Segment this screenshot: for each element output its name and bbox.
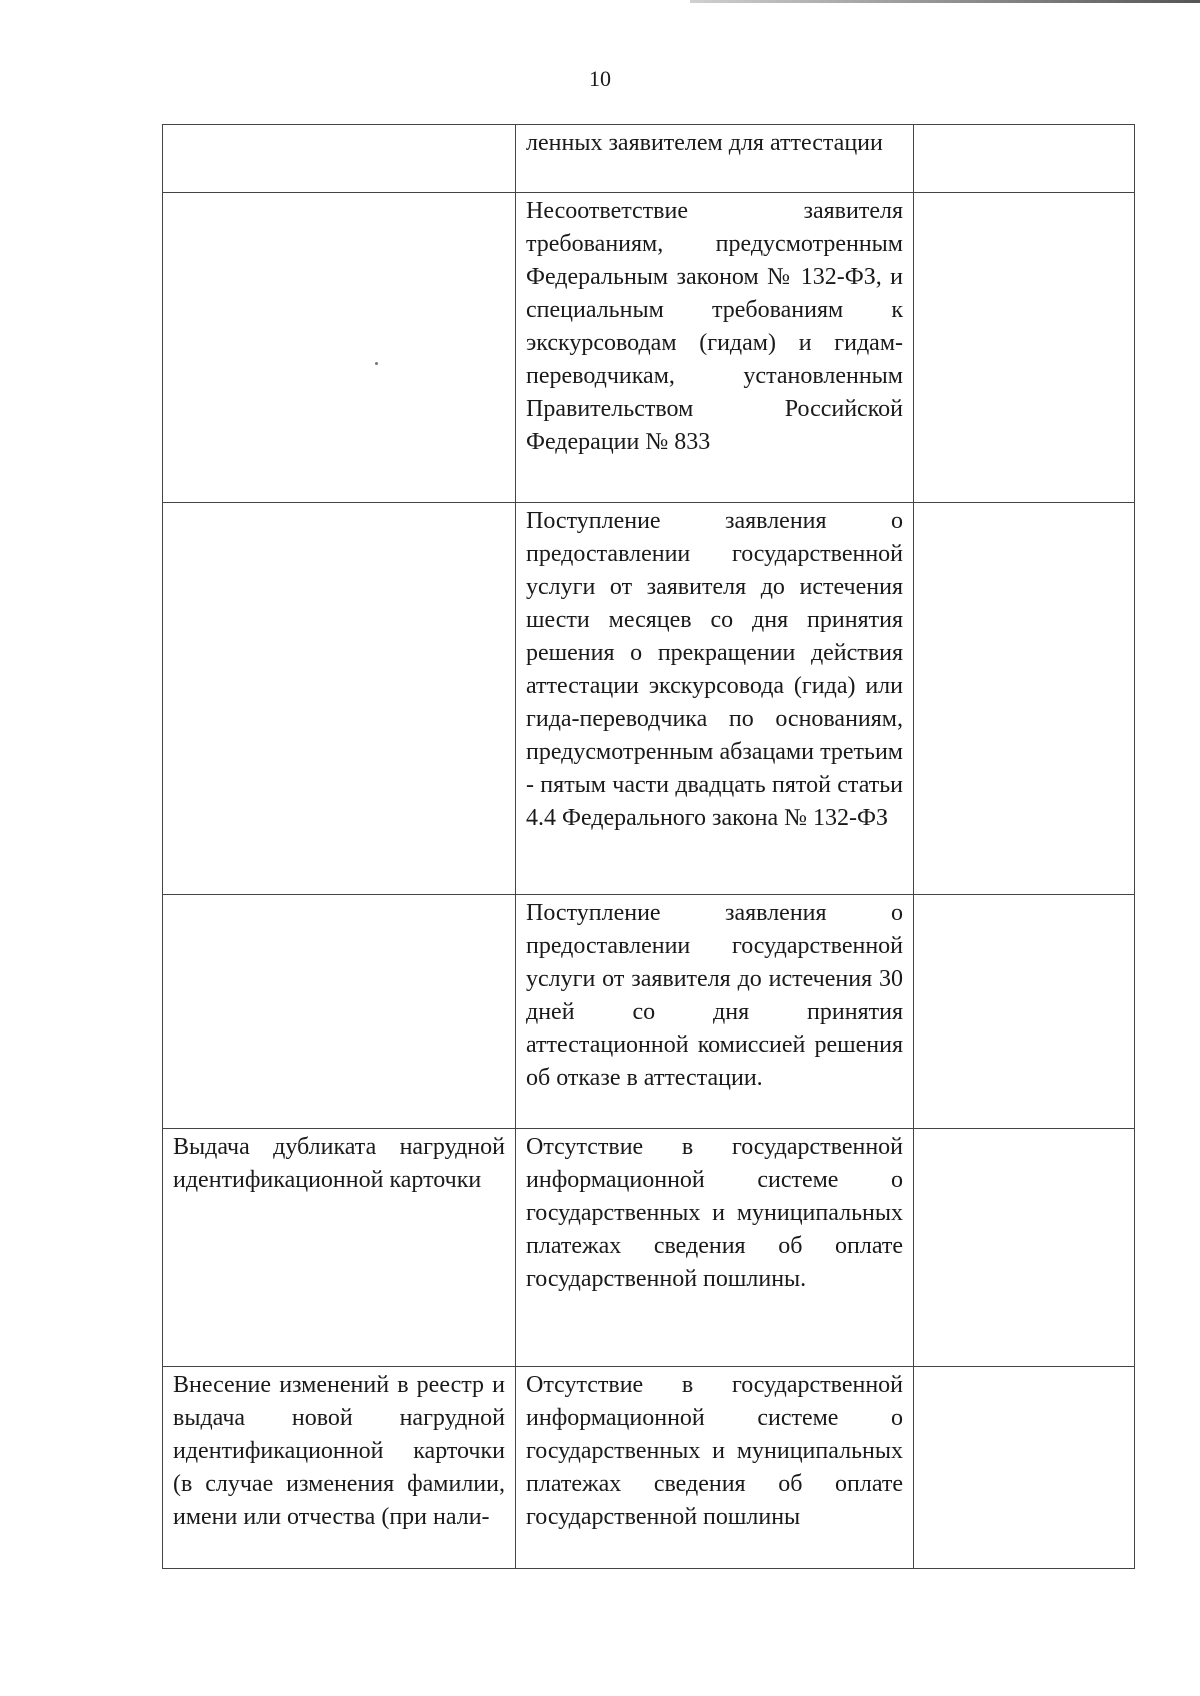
ground-cell: Несоответствие заявителя требованиям, предусмотренным Федеральным законом № 132-ФЗ, и специальным требованиям к экскурсоводам (гидам) и гидам-переводчикам, установленным Правительством Российской Федерации № 833 xyxy=(516,193,914,503)
note-cell xyxy=(914,1129,1135,1367)
table-row xyxy=(163,503,1135,895)
note-cell xyxy=(914,193,1135,503)
note-cell xyxy=(914,1367,1135,1569)
service-cell xyxy=(163,503,516,895)
ground-cell: Отсутствие в государственной информационной системе о государственных и муниципальных платежах сведения об оплате государственной пошлины. xyxy=(516,1129,914,1367)
table-row xyxy=(163,193,1135,503)
page-number: 10 xyxy=(589,66,611,91)
note-cell xyxy=(914,125,1135,193)
ground-cell: Поступление заявления о предоставлении государственной услуги от заявителя до истечения шести месяцев со дня принятия решения о прекращении действия аттестации экскурсовода (гида) или гида-переводчика по основаниям, предусмотренным абзацами третьим - пятым части двадцать пятой статьи 4.4 Федерального закона № 132-ФЗ xyxy=(516,503,914,895)
ground-cell: Отсутствие в государственной информационной системе о государственных и муниципальных платежах сведения об оплате государственной пошлины xyxy=(516,1367,914,1569)
ground-cell: ленных заявителем для аттестации xyxy=(516,125,914,193)
service-cell: Выдача дубликата нагрудной идентификационной карточки xyxy=(163,1129,516,1367)
service-cell: Внесение изменений в реестр и выдача новой нагрудной идентификационной карточки (в случае изменения фамилии, имени или отчества (при нали- xyxy=(163,1367,516,1569)
grounds-table xyxy=(162,124,1135,1569)
ground-cell: Поступление заявления о предоставлении государственной услуги от заявителя до истечения 30 дней со дня принятия аттестационной комиссией решения об отказе в аттестации. xyxy=(516,895,914,1129)
table-row xyxy=(163,1129,1135,1367)
note-cell xyxy=(914,895,1135,1129)
service-cell xyxy=(163,125,516,193)
note-cell xyxy=(914,503,1135,895)
table-row xyxy=(163,1367,1135,1569)
table-row xyxy=(163,125,1135,193)
scan-edge-line xyxy=(690,0,1200,3)
table-row xyxy=(163,895,1135,1129)
service-cell xyxy=(163,895,516,1129)
service-cell xyxy=(163,193,516,503)
